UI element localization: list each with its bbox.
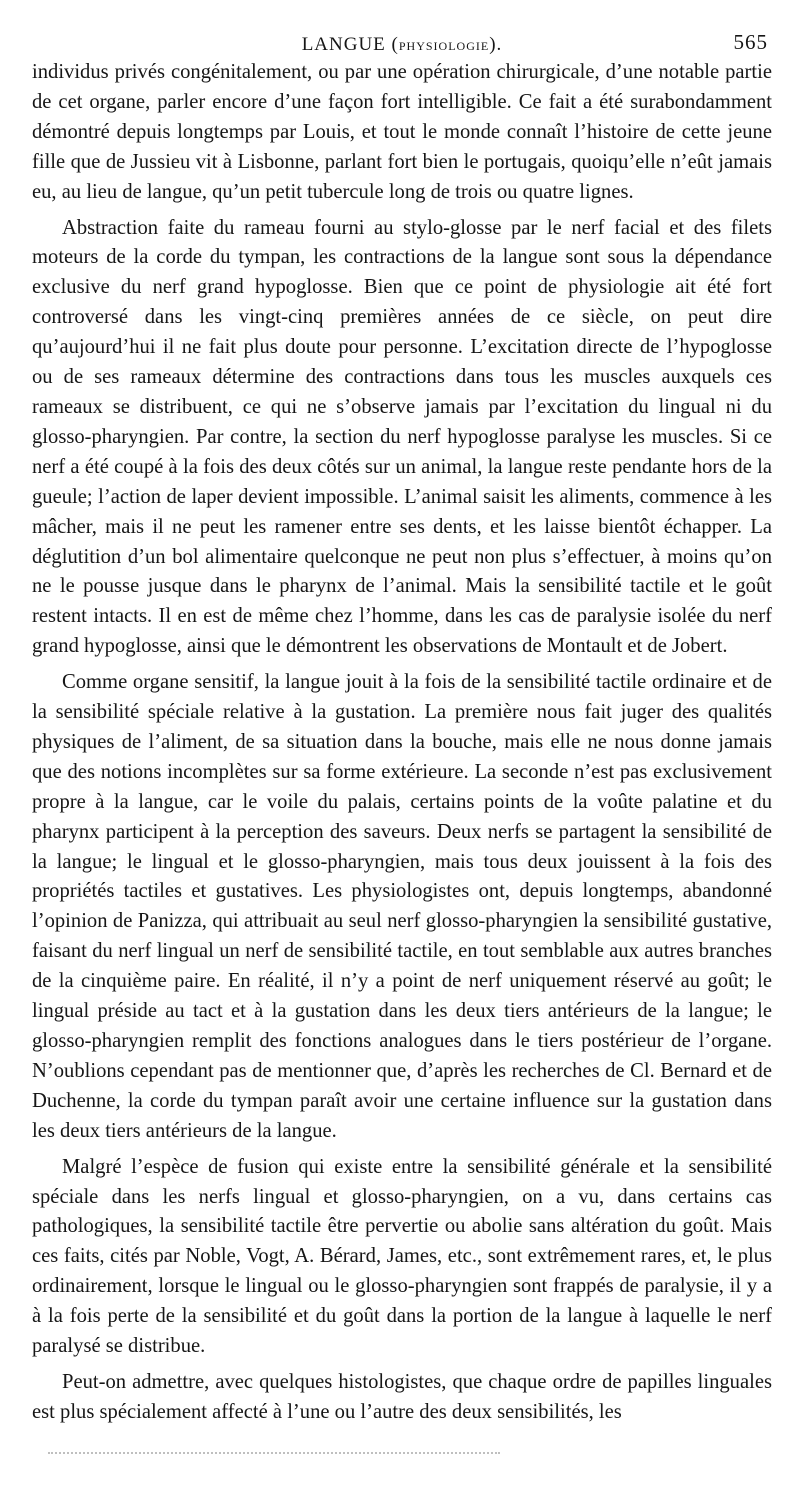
paragraph-continuation: individus privés congénitalement, ou par une opération chirurgicale, d’une notable partie de cet organe, parler encore d’une façon fort intelligible. Ce fait a été surabondamment démontré depuis longtemps par Louis, et tout le monde connaît l’histoire de cette jeune fille que de Jussieu vit à Lisbonne, parlant fort bien le portugais, quoiqu’elle n’eût jamais eu, au lieu de langue, qu’un petit tubercule long de trois ou quatre lignes. (32, 61, 772, 203)
paragraph-papillae-question: Peut-on admettre, avec quelques histologistes, que chaque ordre de papilles linguales est plus spécialement affecté à l’une ou l’autre des deux sensibilités, les (32, 1370, 772, 1423)
running-head-title (302, 24, 503, 56)
footer-dotted-rule (48, 1452, 500, 1454)
running-head-title-main: LANGUE ( (301, 34, 399, 55)
body-text (32, 58, 772, 1428)
book-page (32, 24, 772, 1428)
paragraph-hypoglossal-nerve: Abstraction faite du rameau fourni au stylo-glosse par le nerf facial et des filets moteurs de la corde du tympan, les contractions de la langue sont sous la dépendance exclusive du nerf grand hypoglosse. Bien que ce point de physiologie ait été fort controversé dans les vingt-cinq premières années de ce siècle, on peut dire qu’aujourd’hui il ne fait plus doute pour personne. L’excitation directe de l’hypoglosse ou de ses rameaux détermine des contractions dans tous les muscles auxquels ces rameaux se distribuent, ce qui ne s’observe jamais par l’excitation du lingual ni du glosso-pharyngien. Par contre, la section du nerf hypoglosse paralyse les muscles. Si ce nerf a été coupé à la fois des deux côtés sur un animal, la langue reste pendante hors de la gueule; l’action de laper devient impossible. L’animal saisit les aliments, commence à les mâcher, mais il ne peut les ramener entre ses dents, et les laisse bientôt échapper. La déglutition d’un bol alimentaire quelconque ne peut non plus s’effectuer, à moins qu’on ne le pousse jusque dans le pharynx de l’animal. Mais la sensibilité tactile et le goût restent intacts. Il en est de même chez l’homme, dans les cas de paralysie isolée du nerf grand hypoglosse, ainsi que le démontrent les observations de Montault et de Jobert. (32, 216, 772, 658)
running-head-title-end: ). (489, 34, 503, 55)
running-head (32, 24, 772, 58)
page-number: 565 (733, 30, 768, 54)
running-head-title-small-caps: PHYSIOLOGIE (398, 39, 490, 53)
paragraph-sensory-organ: Comme organe sensitif, la langue jouit à la fois de la sensibilité tactile ordinaire et de la sensibilité spéciale relative à la gustation. La première nous fait juger des qualités physiques de l’aliment, de sa situation dans la bouche, mais elle ne nous donne jamais que des notions incomplètes sur sa forme extérieure. La seconde n’est pas exclusivement propre à la langue, car le voile du palais, certains points de la voûte palatine et du pharynx participent à la perception des saveurs. Deux nerfs se partagent la sensibilité de la langue; le lingual et le glosso-pharyngien, mais tous deux jouissent à la fois des propriétés tactiles et gustatives. Les physiologistes ont, depuis longtemps, abandonné l’opinion de Panizza, qui attribuait au seul nerf glosso-pharyngien la sensibilité gustative, faisant du nerf lingual un nerf de sensibilité tactile, en tout semblable aux autres branches de la cinquième paire. En réalité, il n’y a point de nerf uniquement réservé au goût; le lingual préside au tact et à la gustation dans les deux tiers antérieurs de la langue; le glosso-pharyngien remplit des fonctions analogues dans le tiers postérieur de l’organe. N’oublions cependant pas de mentionner que, d’après les recherches de Cl. Bernard et de Duchenne, la corde du tympan paraît avoir une certaine influence sur la gustation dans les deux tiers antérieurs de la langue. (32, 671, 772, 1142)
paragraph-sensibility-fusion: Malgré l’espèce de fusion qui existe entre la sensibilité générale et la sensibilité spéciale dans les nerfs lingual et glosso-pharyngien, on a vu, dans certains cas pathologiques, la sensibilité tactile être pervertie ou abolie sans altération du goût. Mais ces faits, cités par Noble, Vogt, A. Bérard, James, etc., sont extrêmement rares, et, le plus ordinairement, lorsque le lingual ou le glosso-pharyngien sont frappés de paralysie, il y a à la fois perte de la sensibilité et du goût dans la portion de la langue à laquelle le nerf paralysé se distribue. (32, 1155, 772, 1358)
